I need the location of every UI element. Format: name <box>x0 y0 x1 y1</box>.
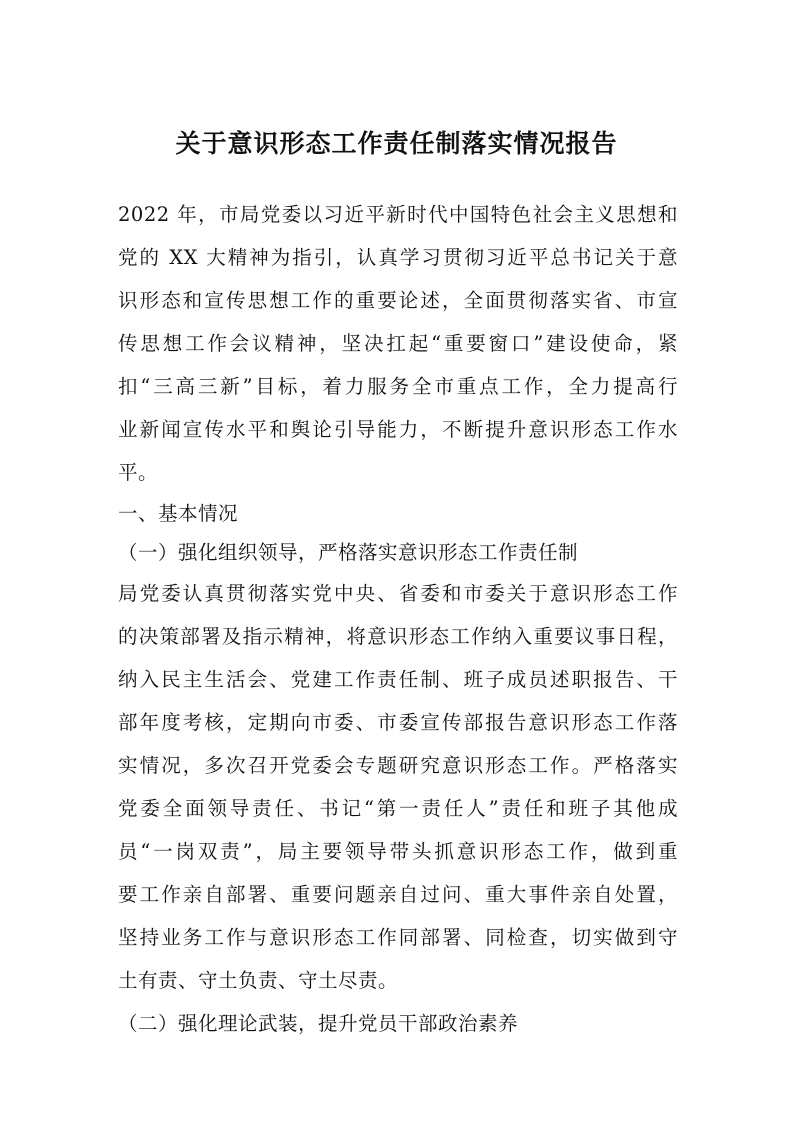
paragraph-line: 的决策部署及指示精神，将意识形态工作纳入重要议事日程， <box>118 625 678 648</box>
paragraph-line: 2022 年，市局党委以习近平新时代中国特色社会主义思想和 <box>118 203 678 226</box>
document-title: 关于意识形态工作责任制落实情况报告 <box>175 129 618 158</box>
paragraph-line: 平。 <box>118 461 159 484</box>
paragraph-line: 传思想工作会议精神，坚决扛起“重要窗口”建设使命，紧 <box>118 332 678 355</box>
subsection-heading: （二）强化理论武装，提升党员干部政治素养 <box>118 1012 519 1035</box>
section-heading: 一、基本情况 <box>118 502 239 525</box>
paragraph-line: 纳入民主生活会、党建工作责任制、班子成员述职报告、干 <box>118 668 678 691</box>
paragraph-line: 土有责、守土负责、守土尽责。 <box>118 969 399 992</box>
paragraph-line: 坚持业务工作与意识形态工作同部署、同检查，切实做到守 <box>118 926 678 949</box>
paragraph-line: 党委全面领导责任、书记“第一责任人”责任和班子其他成 <box>118 797 678 820</box>
paragraph-line: 部年度考核，定期向市委、市委宣传部报告意识形态工作落 <box>118 711 678 734</box>
paragraph-line: 业新闻宣传水平和舆论引导能力，不断提升意识形态工作水 <box>118 418 678 441</box>
subsection-heading: （一）强化组织领导，严格落实意识形态工作责任制 <box>118 541 579 564</box>
paragraph-line: 党的 XX 大精神为指引，认真学习贯彻习近平总书记关于意 <box>118 246 678 269</box>
paragraph-line: 识形态和宣传思想工作的重要论述，全面贯彻落实省、市宣 <box>118 289 678 312</box>
paragraph-line: 局党委认真贯彻落实党中央、省委和市委关于意识形态工作 <box>118 582 678 605</box>
paragraph-line: 实情况，多次召开党委会专题研究意识形态工作。严格落实 <box>118 754 678 777</box>
paragraph-line: 扣“三高三新”目标，着力服务全市重点工作，全力提高行 <box>118 375 678 398</box>
paragraph-line: 要工作亲自部署、重要问题亲自过问、重大事件亲自处置， <box>118 883 678 906</box>
paragraph-line: 员“一岗双责”，局主要领导带头抓意识形态工作，做到重 <box>118 840 678 863</box>
document-body <box>118 193 678 1045</box>
